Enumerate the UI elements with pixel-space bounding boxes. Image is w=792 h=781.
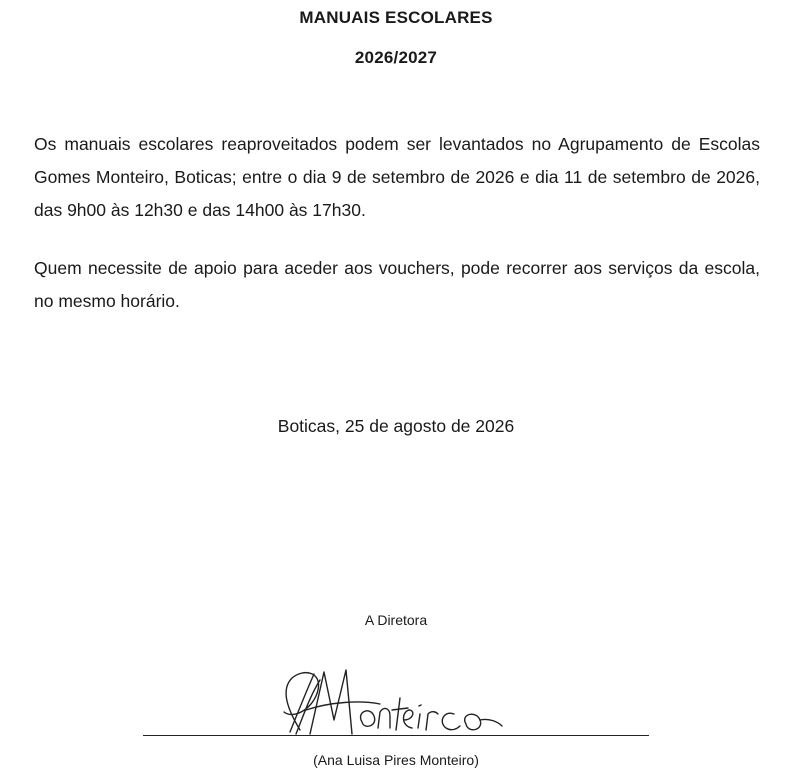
signer-name: (Ana Luisa Pires Monteiro) xyxy=(313,752,479,768)
signer-role: A Diretora xyxy=(364,612,428,628)
document-title: MANUAIS ESCOLARES xyxy=(299,8,493,27)
place-and-date: Boticas, 25 de agosto de 2026 xyxy=(277,416,515,436)
signature-line xyxy=(143,735,649,736)
handwritten-signature xyxy=(270,650,510,740)
paragraph-pickup-info: Os manuais escolares reaproveitados podem ser levantados no Agrupamento de Escolas Gomes Monteiro, Boticas; entre o dia 9 de setembro de 2026 e dia 11 de setembro de 2026, das 9h00 às 12h30 e das 14h00 às 17h30. xyxy=(34,134,760,220)
school-year: 2026/2027 xyxy=(354,48,438,67)
paragraph-voucher-support: Quem necessite de apoio para aceder aos vouchers, pode recorrer aos serviços da escola, no mesmo horário. xyxy=(34,258,760,311)
